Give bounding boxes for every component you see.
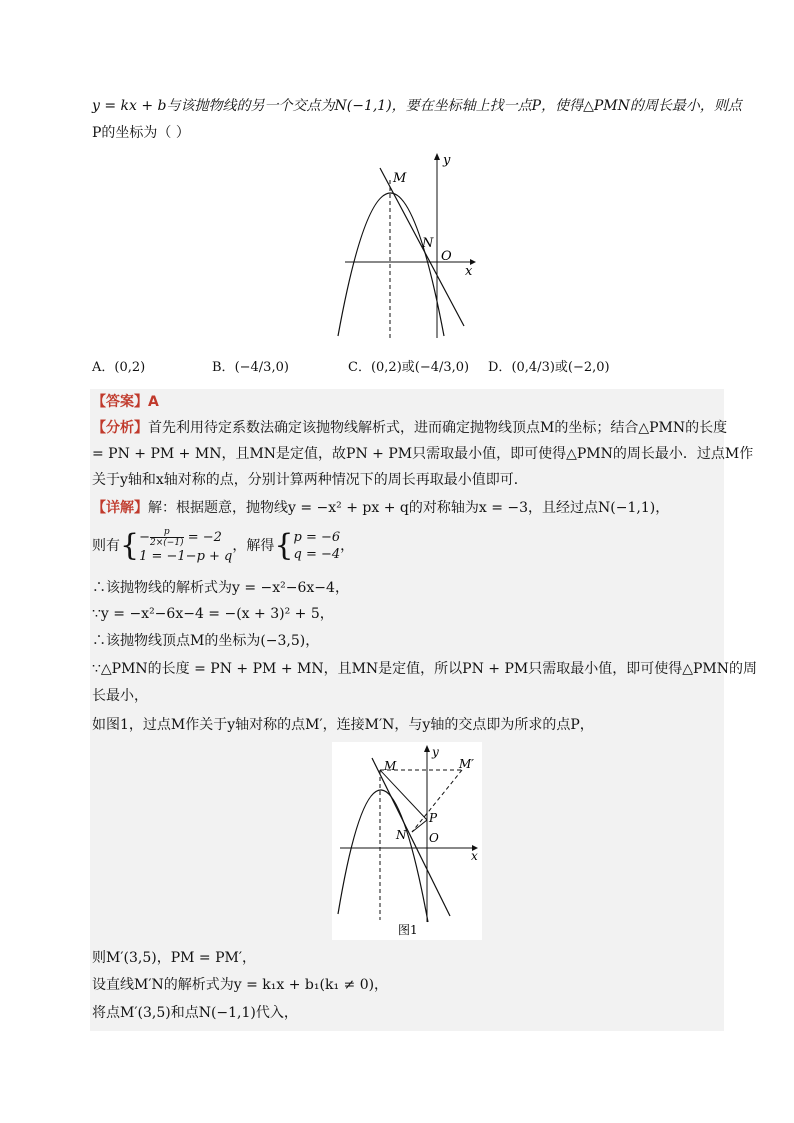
figure-1-background bbox=[332, 742, 482, 940]
analysis-line-2: = PN + PM + MN，且MN是定值，故PN + PM只需取最小值，即可使得△PMN的周长最小．过点M作 bbox=[92, 446, 754, 462]
detail-line-10: 设直线M′N的解析式为y = k₁x + b₁(k₁ ≠ 0)， bbox=[92, 977, 389, 993]
option-a-label: A． bbox=[92, 360, 115, 375]
analysis-tag: 【分析】 bbox=[92, 420, 148, 436]
parabola-figure bbox=[330, 150, 480, 340]
y-axis-arrow bbox=[434, 153, 440, 160]
equation-system bbox=[139, 527, 232, 565]
left-brace-2: { bbox=[274, 528, 294, 563]
option-a-text: (0,2) bbox=[114, 360, 146, 375]
option-c-text: (0,2)或(−4/3,0) bbox=[370, 360, 470, 375]
label-m: M bbox=[393, 171, 407, 186]
solve-suffix: ， bbox=[340, 538, 355, 554]
detail-system-line bbox=[92, 526, 724, 566]
question-line-2: P的坐标为（ ） bbox=[92, 125, 190, 141]
label-o: O bbox=[441, 249, 452, 264]
parabola-curve bbox=[338, 193, 444, 336]
left-brace: { bbox=[120, 528, 140, 563]
option-d-label: D． bbox=[488, 360, 512, 375]
figure-caption: 图1 bbox=[398, 923, 418, 937]
option-c-label: C． bbox=[348, 360, 371, 375]
fig2-label-x: x bbox=[471, 849, 478, 863]
fraction bbox=[150, 527, 184, 548]
option-a[interactable] bbox=[92, 358, 145, 378]
detail-line-1 bbox=[92, 498, 724, 518]
detail-line-6: ∵△PMN的长度 = PN + PM + MN，且MN是定值，所以PN + PM只需取最小值，即可使得△PMN的周 bbox=[92, 661, 757, 677]
detail-text-1: 解：根据题意，抛物线y = −x² + px + q的对称轴为x = −3，且经过点N(−1,1)， bbox=[148, 500, 670, 516]
question-line-1: y = kx + b与该抛物线的另一个交点为N(−1,1)，要在坐标轴上找一点P，使得△PMN的周长最小，则点 bbox=[92, 98, 742, 114]
option-b-label: B． bbox=[212, 360, 235, 375]
fig2-label-mprime: M′ bbox=[459, 757, 475, 771]
option-d-text: (0,4/3)或(−2,0) bbox=[511, 360, 610, 375]
fig2-label-y: y bbox=[432, 745, 439, 759]
answer-value: A bbox=[148, 394, 159, 410]
solution-1: p = −6 bbox=[293, 530, 341, 545]
label-n: N bbox=[422, 236, 434, 251]
figure-1-diagram bbox=[332, 742, 482, 940]
analysis-line-1 bbox=[92, 418, 728, 438]
fig2-label-p: P bbox=[429, 811, 438, 825]
detail-line-3: ∴该抛物线的解析式为y = −x²−6x−4， bbox=[92, 580, 349, 596]
detail-line-5: ∴该抛物线顶点M的坐标为(−3,5)， bbox=[92, 633, 320, 649]
equation-1-rest: = −2 bbox=[187, 530, 222, 545]
fraction-den: 2×(−1) bbox=[150, 538, 184, 548]
label-y: y bbox=[443, 153, 451, 168]
fraction-num: p bbox=[150, 527, 184, 538]
detail-tag: 【详解】 bbox=[92, 500, 148, 516]
detail-line-11: 将点M′(3,5)和点N(−1,1)代入， bbox=[92, 1005, 298, 1021]
analysis-line-3: 关于y轴和x轴对称的点，分别计算两种情况下的周长再取最小值即可． bbox=[92, 472, 528, 488]
option-c[interactable] bbox=[348, 358, 469, 378]
analysis-text-1: 首先利用待定系数法确定该抛物线解析式，进而确定抛物线顶点M的坐标；结合△PMN的长度 bbox=[148, 420, 728, 436]
fig2-label-m: M bbox=[384, 759, 397, 773]
fig2-label-o: O bbox=[429, 831, 439, 845]
option-d[interactable] bbox=[488, 358, 610, 378]
equation-1: − $\frac{p}{2\times(-1)}$ = −2 bbox=[139, 527, 222, 548]
solve-prefix: ，解得 bbox=[232, 538, 275, 554]
equation-2: 1 = −1−p + q bbox=[139, 549, 233, 564]
option-b[interactable] bbox=[212, 358, 289, 378]
solution-2: q = −4 bbox=[293, 547, 341, 562]
detail-line-9: 则M′(3,5)，PM = PM′， bbox=[92, 950, 257, 966]
detail-line-8: 如图1，过点M作关于y轴对称的点M′，连接M′N，与y轴的交点即为所求的点P， bbox=[92, 717, 594, 733]
answer-line bbox=[92, 392, 724, 412]
answer-tag: 【答案】 bbox=[92, 394, 148, 410]
option-b-text: (−4/3,0) bbox=[234, 360, 289, 375]
detail-line-7: 长最小， bbox=[92, 688, 148, 704]
solution-system bbox=[293, 529, 340, 563]
system-prefix: 则有 bbox=[92, 538, 120, 554]
fig2-label-n: N bbox=[396, 828, 407, 842]
detail-line-4: ∵y = −x²−6x−4 = −(x + 3)² + 5， bbox=[92, 606, 334, 622]
label-x: x bbox=[465, 264, 473, 279]
